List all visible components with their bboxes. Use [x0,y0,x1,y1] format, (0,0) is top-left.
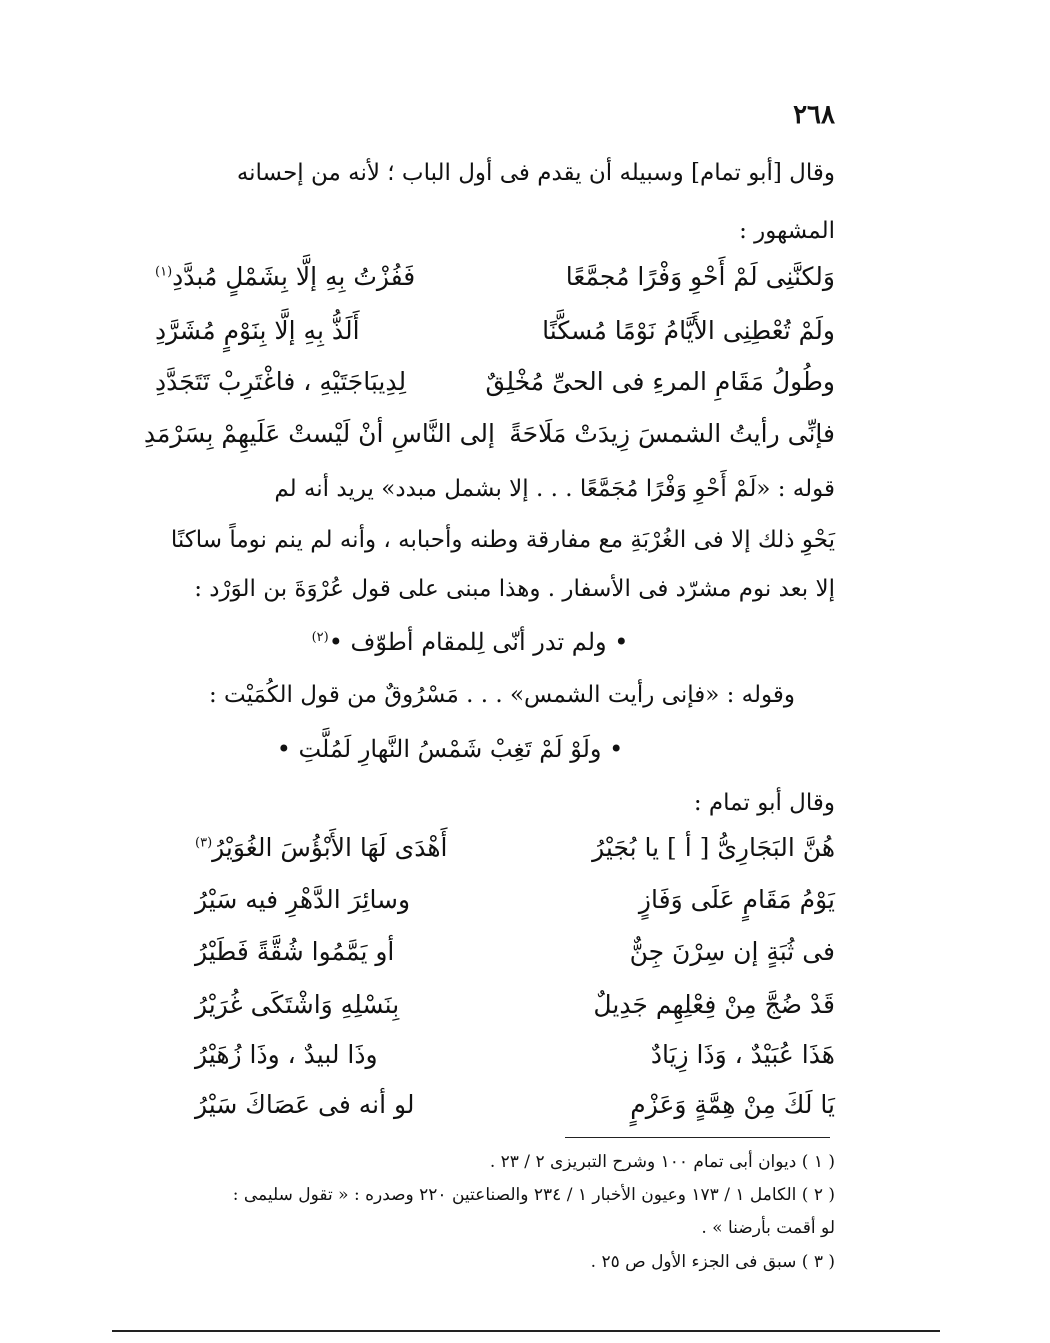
verse-first-hemistich: قَدْ ضُجَّ مِنْ فِعْلِهِم جَدِيلٌ [593,990,835,1019]
verse-second-hemistich: فَفُزْتُ بِهِ إلَّا بِشَمْلٍ مُبدَّدِ$^{(١)}$ [155,262,416,291]
poem1-verse-3 [155,367,835,411]
page-number: ٢٦٨ [793,100,835,130]
poem1-verse-4 [143,419,835,463]
footnote-1: ( ١ ) ديوان أبى تمام ١٠٠ وشرح التبريزى ٢ / ٢٣ . [489,1152,835,1172]
verse-second-hemistich: وذَا لبيدٌ ، وذَا زُهَيْرُ [195,1040,378,1069]
poem2-verse-5 [195,1040,835,1084]
verse-first-hemistich: هَذَا عُبَيْدٌ ، وَذَا زِيَادٌ [650,1040,835,1069]
intro-abu-tammam: وقال أبو تمام : [693,790,835,816]
commentary-line-3: إلا بعد نوم مشرّد فى الأسفار . وهذا مبنى على قول عُرْوَةَ بن الوَرْد : [194,576,835,602]
poem1-verse-2 [155,316,835,360]
footnote-2: ( ٢ ) الكامل ١ / ١٧٣ وعيون الأخبار ١ / ٢٣٤ والصناعتين ٢٢٠ وصدره : « تقول سليمى : [232,1185,835,1205]
footnote-marker: (٣) [195,835,213,851]
verse-first-hemistich: هُنَّ البَجَارِىُّ [ أ ] يا بُجَيْرُ [592,833,835,862]
verse-second-hemistich: أَلَذُّ بِهِ إلَّا بِنَوْمٍ مُشَرَّدِ [155,316,360,345]
verse-first-hemistich: يَوْمُ مَقَامٍ عَلَى وَفَازٍ [638,885,835,914]
verse-first-hemistich: ولَمْ تُعْطِنِى الأَيَّامُ نَوْمًا مُسكَّنًا [542,316,835,345]
footnote-3: ( ٣ ) سبق فى الجزء الأول ص ٢٥ . [590,1252,835,1272]
commentary-line-2: يَحْوِ ذلك إلا فى الغُرْبَةِ مع مفارقة وطنه وأحبابه ، وأنه لم ينم نوماً ساكنًا [170,527,835,553]
page-bottom-rule [112,1330,940,1332]
verse-second-hemistich: لو أنه فى عَصَاكَ سَيْرُ [195,1090,415,1119]
verse-first-hemistich: فإنِّى رأيتُ الشمسَ زِيدَتْ مَلَاحَةً [509,419,835,448]
poem1-verse-1 [155,262,835,306]
quoted-verse-urwa: • ولم تدر أنّى لِلمقام أطوّف •$^{(٢)}$ [311,628,629,656]
verse-first-hemistich: وطُولُ مَقَامِ المرءِ فى الحىِّ مُخْلِقٌ [485,367,835,396]
commentary-line-1: قوله : «لَمْ أَحْوِ وَفْرًا مُجَمَّعًا . . . إلا بشمل مبدد» يريد أنه لم [274,476,835,502]
verse-second-hemistich: بِنَسْلِهِ وَاشْتَكَى غُرَيْرُ [195,990,400,1019]
verse-second-hemistich: أَهْدَى لَهَا الأَبْؤُسَ الغُوَيْرُ$^{(٣)}$ [195,833,448,862]
footnote-marker: (٢) [311,630,329,645]
commentary-line-4: وقوله : «فإنى رأيت الشمس» . . . مَسْرُوقٌ من قول الكُمَيْت : [208,682,795,708]
footnote-separator [565,1137,830,1138]
verse-first-hemistich: يَا لَكَ مِنْ هِمَّةٍ وَعَزْمٍ [630,1090,835,1119]
intro-line-1: وقال [أبو تمام] وسبيله أن يقدم فى أول الباب ؛ لأنه من إحسانه [236,160,835,186]
footnote-marker: (١) [155,264,173,280]
verse-first-hemistich: فى ثُبَةٍ إن سِرْنَ جِنٌّ [629,937,835,966]
footnote-2-continued: لو أقمت بأرضنا » . [701,1218,835,1238]
intro-line-2: المشهور : [739,218,835,244]
poem2-verse-4 [195,990,835,1034]
poem2-verse-6 [195,1090,835,1134]
verse-second-hemistich: لِدِيبَاجَتَيْهِ ، فاغْتَرِبْ تَتَجَدَّدِ [155,367,407,396]
verse-second-hemistich: إلى النَّاسِ أنْ لَيْستْ عَلَيهِمْ بِسَرْمَدِ [143,419,495,448]
verse-second-hemistich: وسائِرَ الدَّهْرِ فيه سَيْرُ [195,885,411,914]
poem2-verse-2 [195,885,835,929]
verse-first-hemistich: وَلكنَّنِى لَمْ أَحْوِ وَفْرًا مُجمَّعًا [565,262,835,291]
poem2-verse-1 [195,833,835,877]
quoted-verse-kumayt: • ولَوْ لَمْ تَغِبْ شَمْسُ النَّهارِ لَمُلَّتِ • [276,735,624,763]
poem2-verse-3 [195,937,835,981]
verse-second-hemistich: أو يَمَّمُوا شُقَّةً فَطَيْرُ [195,937,395,966]
